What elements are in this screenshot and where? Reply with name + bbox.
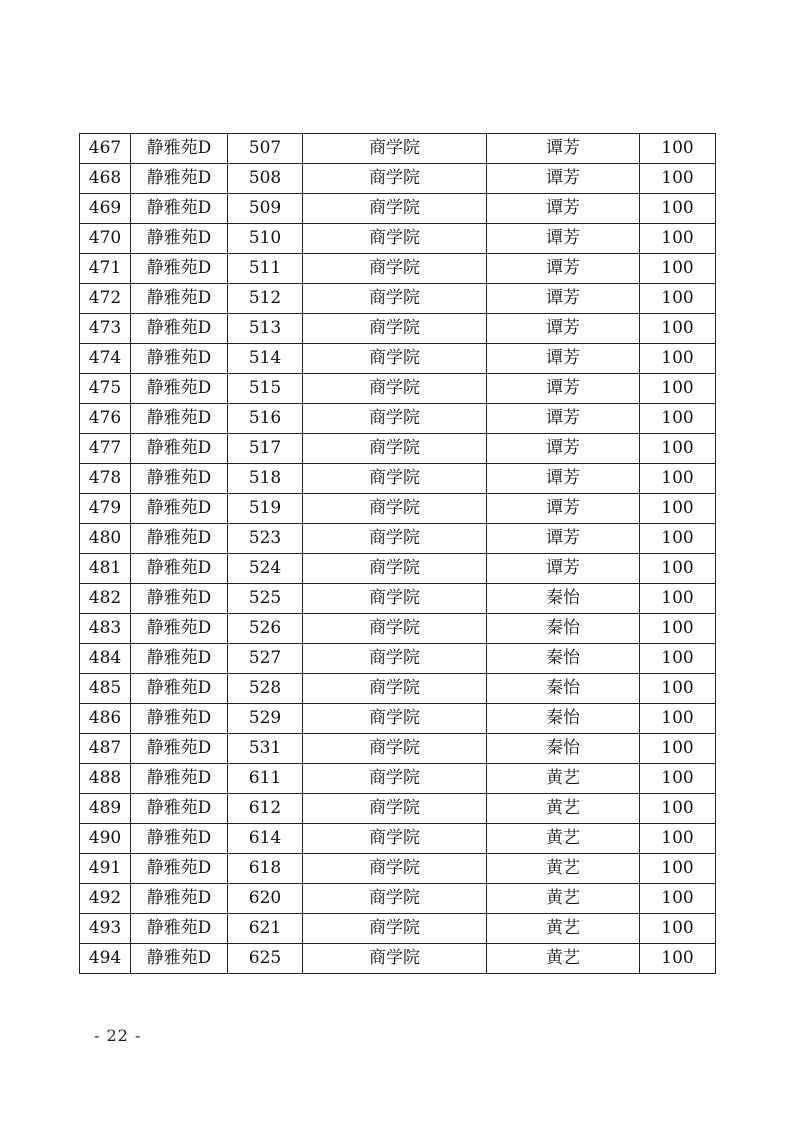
building-cell: 静雅苑D <box>131 284 228 314</box>
counselor-cell: 谭芳 <box>487 344 640 374</box>
table-row <box>80 674 716 704</box>
building-cell: 静雅苑D <box>131 314 228 344</box>
room-number-cell: 525 <box>228 584 303 614</box>
score-cell: 100 <box>640 464 716 494</box>
score-cell: 100 <box>640 824 716 854</box>
table-row <box>80 884 716 914</box>
serial-number-cell: 488 <box>80 764 131 794</box>
counselor-cell: 谭芳 <box>487 494 640 524</box>
table-row <box>80 524 716 554</box>
serial-number-cell: 481 <box>80 554 131 584</box>
building-cell: 静雅苑D <box>131 224 228 254</box>
table-row <box>80 914 716 944</box>
score-cell: 100 <box>640 374 716 404</box>
building-cell: 静雅苑D <box>131 764 228 794</box>
score-cell: 100 <box>640 764 716 794</box>
score-cell: 100 <box>640 284 716 314</box>
room-number-cell: 529 <box>228 704 303 734</box>
college-cell: 商学院 <box>303 914 487 944</box>
room-number-cell: 512 <box>228 284 303 314</box>
room-number-cell: 620 <box>228 884 303 914</box>
counselor-cell: 黄艺 <box>487 854 640 884</box>
score-cell: 100 <box>640 134 716 164</box>
college-cell: 商学院 <box>303 134 487 164</box>
table-row <box>80 824 716 854</box>
table-row <box>80 254 716 284</box>
counselor-cell: 秦怡 <box>487 614 640 644</box>
counselor-cell: 秦怡 <box>487 674 640 704</box>
college-cell: 商学院 <box>303 884 487 914</box>
serial-number-cell: 471 <box>80 254 131 284</box>
serial-number-cell: 489 <box>80 794 131 824</box>
serial-number-cell: 472 <box>80 284 131 314</box>
college-cell: 商学院 <box>303 734 487 764</box>
serial-number-cell: 470 <box>80 224 131 254</box>
building-cell: 静雅苑D <box>131 194 228 224</box>
counselor-cell: 谭芳 <box>487 314 640 344</box>
building-cell: 静雅苑D <box>131 794 228 824</box>
table-row <box>80 284 716 314</box>
serial-number-cell: 486 <box>80 704 131 734</box>
building-cell: 静雅苑D <box>131 704 228 734</box>
college-cell: 商学院 <box>303 944 487 974</box>
counselor-cell: 谭芳 <box>487 434 640 464</box>
score-cell: 100 <box>640 554 716 584</box>
college-cell: 商学院 <box>303 254 487 284</box>
building-cell: 静雅苑D <box>131 614 228 644</box>
college-cell: 商学院 <box>303 524 487 554</box>
building-cell: 静雅苑D <box>131 344 228 374</box>
score-cell: 100 <box>640 614 716 644</box>
building-cell: 静雅苑D <box>131 854 228 884</box>
counselor-cell: 谭芳 <box>487 194 640 224</box>
counselor-cell: 谭芳 <box>487 554 640 584</box>
table-row <box>80 944 716 974</box>
page-number: - 22 - <box>94 1026 142 1045</box>
building-cell: 静雅苑D <box>131 584 228 614</box>
counselor-cell: 谭芳 <box>487 524 640 554</box>
serial-number-cell: 490 <box>80 824 131 854</box>
room-number-cell: 518 <box>228 464 303 494</box>
score-cell: 100 <box>640 644 716 674</box>
counselor-cell: 黄艺 <box>487 764 640 794</box>
score-cell: 100 <box>640 254 716 284</box>
room-number-cell: 621 <box>228 914 303 944</box>
college-cell: 商学院 <box>303 344 487 374</box>
room-number-cell: 507 <box>228 134 303 164</box>
college-cell: 商学院 <box>303 314 487 344</box>
building-cell: 静雅苑D <box>131 734 228 764</box>
serial-number-cell: 480 <box>80 524 131 554</box>
score-cell: 100 <box>640 584 716 614</box>
room-number-cell: 513 <box>228 314 303 344</box>
room-number-cell: 509 <box>228 194 303 224</box>
serial-number-cell: 475 <box>80 374 131 404</box>
score-cell: 100 <box>640 434 716 464</box>
serial-number-cell: 485 <box>80 674 131 704</box>
college-cell: 商学院 <box>303 164 487 194</box>
counselor-cell: 黄艺 <box>487 824 640 854</box>
college-cell: 商学院 <box>303 284 487 314</box>
score-cell: 100 <box>640 404 716 434</box>
room-number-cell: 516 <box>228 404 303 434</box>
building-cell: 静雅苑D <box>131 494 228 524</box>
serial-number-cell: 468 <box>80 164 131 194</box>
dormitory-score-table <box>79 133 716 974</box>
table-row <box>80 374 716 404</box>
score-cell: 100 <box>640 734 716 764</box>
serial-number-cell: 473 <box>80 314 131 344</box>
table-row <box>80 404 716 434</box>
building-cell: 静雅苑D <box>131 464 228 494</box>
serial-number-cell: 491 <box>80 854 131 884</box>
room-number-cell: 618 <box>228 854 303 884</box>
counselor-cell: 谭芳 <box>487 404 640 434</box>
counselor-cell: 秦怡 <box>487 584 640 614</box>
room-number-cell: 614 <box>228 824 303 854</box>
score-cell: 100 <box>640 494 716 524</box>
counselor-cell: 黄艺 <box>487 914 640 944</box>
table-row <box>80 854 716 884</box>
table-row <box>80 164 716 194</box>
score-cell: 100 <box>640 164 716 194</box>
score-cell: 100 <box>640 914 716 944</box>
score-cell: 100 <box>640 314 716 344</box>
score-cell: 100 <box>640 674 716 704</box>
college-cell: 商学院 <box>303 554 487 584</box>
room-number-cell: 612 <box>228 794 303 824</box>
counselor-cell: 谭芳 <box>487 464 640 494</box>
table-row <box>80 764 716 794</box>
room-number-cell: 527 <box>228 644 303 674</box>
serial-number-cell: 477 <box>80 434 131 464</box>
counselor-cell: 秦怡 <box>487 644 640 674</box>
building-cell: 静雅苑D <box>131 374 228 404</box>
college-cell: 商学院 <box>303 644 487 674</box>
counselor-cell: 秦怡 <box>487 734 640 764</box>
building-cell: 静雅苑D <box>131 914 228 944</box>
counselor-cell: 谭芳 <box>487 374 640 404</box>
serial-number-cell: 474 <box>80 344 131 374</box>
table-row <box>80 344 716 374</box>
score-cell: 100 <box>640 944 716 974</box>
score-cell: 100 <box>640 344 716 374</box>
room-number-cell: 511 <box>228 254 303 284</box>
building-cell: 静雅苑D <box>131 134 228 164</box>
building-cell: 静雅苑D <box>131 434 228 464</box>
building-cell: 静雅苑D <box>131 164 228 194</box>
serial-number-cell: 479 <box>80 494 131 524</box>
room-number-cell: 531 <box>228 734 303 764</box>
table-row <box>80 134 716 164</box>
table-body <box>80 134 716 974</box>
room-number-cell: 611 <box>228 764 303 794</box>
college-cell: 商学院 <box>303 374 487 404</box>
serial-number-cell: 482 <box>80 584 131 614</box>
serial-number-cell: 467 <box>80 134 131 164</box>
table-row <box>80 194 716 224</box>
room-number-cell: 625 <box>228 944 303 974</box>
table-row <box>80 494 716 524</box>
table-row <box>80 644 716 674</box>
college-cell: 商学院 <box>303 764 487 794</box>
college-cell: 商学院 <box>303 224 487 254</box>
college-cell: 商学院 <box>303 194 487 224</box>
score-cell: 100 <box>640 884 716 914</box>
serial-number-cell: 492 <box>80 884 131 914</box>
counselor-cell: 黄艺 <box>487 794 640 824</box>
counselor-cell: 谭芳 <box>487 254 640 284</box>
room-number-cell: 524 <box>228 554 303 584</box>
counselor-cell: 谭芳 <box>487 224 640 254</box>
score-cell: 100 <box>640 794 716 824</box>
score-cell: 100 <box>640 524 716 554</box>
counselor-cell: 秦怡 <box>487 704 640 734</box>
building-cell: 静雅苑D <box>131 554 228 584</box>
serial-number-cell: 483 <box>80 614 131 644</box>
serial-number-cell: 469 <box>80 194 131 224</box>
table-row <box>80 314 716 344</box>
table-row <box>80 464 716 494</box>
score-cell: 100 <box>640 224 716 254</box>
score-cell: 100 <box>640 854 716 884</box>
building-cell: 静雅苑D <box>131 254 228 284</box>
serial-number-cell: 476 <box>80 404 131 434</box>
table-row <box>80 554 716 584</box>
counselor-cell: 黄艺 <box>487 884 640 914</box>
college-cell: 商学院 <box>303 434 487 464</box>
college-cell: 商学院 <box>303 404 487 434</box>
score-cell: 100 <box>640 704 716 734</box>
serial-number-cell: 494 <box>80 944 131 974</box>
table-row <box>80 614 716 644</box>
score-cell: 100 <box>640 194 716 224</box>
college-cell: 商学院 <box>303 704 487 734</box>
room-number-cell: 508 <box>228 164 303 194</box>
room-number-cell: 514 <box>228 344 303 374</box>
table-row <box>80 794 716 824</box>
table-row <box>80 224 716 254</box>
table-row <box>80 734 716 764</box>
building-cell: 静雅苑D <box>131 824 228 854</box>
building-cell: 静雅苑D <box>131 674 228 704</box>
college-cell: 商学院 <box>303 584 487 614</box>
room-number-cell: 528 <box>228 674 303 704</box>
building-cell: 静雅苑D <box>131 524 228 554</box>
college-cell: 商学院 <box>303 464 487 494</box>
serial-number-cell: 478 <box>80 464 131 494</box>
counselor-cell: 谭芳 <box>487 284 640 314</box>
counselor-cell: 谭芳 <box>487 134 640 164</box>
serial-number-cell: 484 <box>80 644 131 674</box>
table-row <box>80 434 716 464</box>
college-cell: 商学院 <box>303 494 487 524</box>
counselor-cell: 谭芳 <box>487 164 640 194</box>
counselor-cell: 黄艺 <box>487 944 640 974</box>
building-cell: 静雅苑D <box>131 644 228 674</box>
college-cell: 商学院 <box>303 674 487 704</box>
college-cell: 商学院 <box>303 854 487 884</box>
college-cell: 商学院 <box>303 824 487 854</box>
room-number-cell: 519 <box>228 494 303 524</box>
college-cell: 商学院 <box>303 614 487 644</box>
building-cell: 静雅苑D <box>131 404 228 434</box>
table-row <box>80 704 716 734</box>
building-cell: 静雅苑D <box>131 944 228 974</box>
table-row <box>80 584 716 614</box>
college-cell: 商学院 <box>303 794 487 824</box>
room-number-cell: 526 <box>228 614 303 644</box>
serial-number-cell: 493 <box>80 914 131 944</box>
room-number-cell: 523 <box>228 524 303 554</box>
serial-number-cell: 487 <box>80 734 131 764</box>
room-number-cell: 515 <box>228 374 303 404</box>
room-number-cell: 517 <box>228 434 303 464</box>
building-cell: 静雅苑D <box>131 884 228 914</box>
room-number-cell: 510 <box>228 224 303 254</box>
